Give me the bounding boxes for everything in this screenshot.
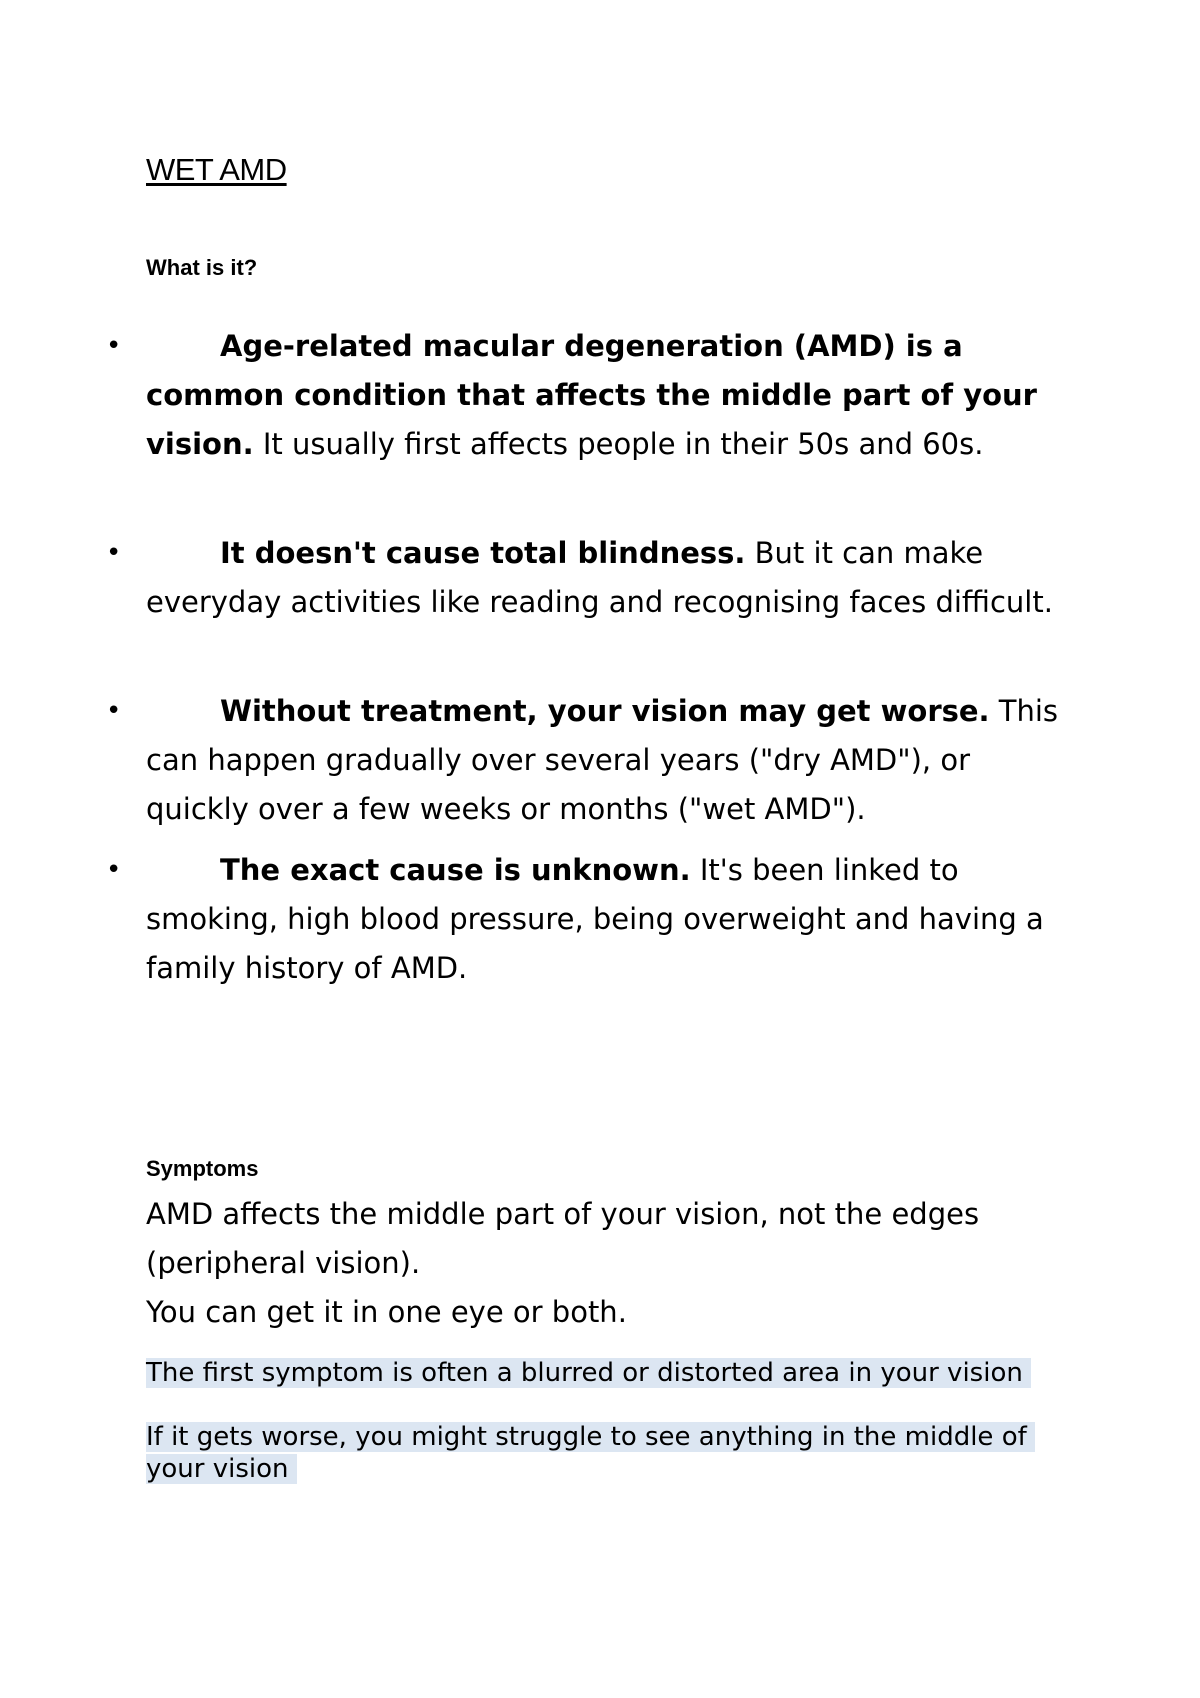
- document-title: WET AMD: [146, 152, 287, 187]
- symptoms-paragraph: AMD affects the middle part of your vision, not the edges (peripheral vision).: [146, 1197, 980, 1280]
- bullet-lead-text: The exact cause is unknown.: [220, 853, 691, 887]
- bullet-body-text: It's been linked to smoking, high blood pressure, being overweight and having a family history of AMD.: [146, 853, 1044, 985]
- bullet-icon: •: [106, 331, 122, 361]
- bullet-item: [106, 846, 1076, 993]
- bullet-icon: •: [106, 855, 122, 885]
- bullet-body-text: It usually first affects people in their 50s and 60s.: [253, 427, 984, 461]
- bullet-icon: •: [106, 538, 122, 568]
- bullet-lead-text: It doesn't cause total blindness.: [220, 536, 746, 570]
- bullet-body-text: But it can make everyday activities like reading and recognising faces difficult.: [146, 536, 1053, 619]
- bullet-item: [106, 687, 1076, 834]
- bullet-item: [106, 529, 1076, 627]
- bullet-icon: •: [106, 696, 122, 726]
- what-is-it-heading: What is it?: [146, 255, 258, 280]
- bullet-text: [146, 687, 1076, 834]
- bullet-text: [146, 846, 1076, 993]
- highlighted-line: [146, 1421, 1076, 1485]
- bullet-lead-text: Age-related macular degeneration (AMD) is a common condition that affects the middle part of your vision.: [146, 329, 1037, 461]
- bullet-text: [146, 322, 1076, 469]
- bullet-text: [146, 529, 1076, 627]
- bullet-lead-text: Without treatment, your vision may get worse.: [220, 694, 990, 728]
- highlighted-line: [146, 1357, 1076, 1389]
- symptoms-heading: Symptoms: [146, 1156, 259, 1181]
- bullet-body-text: This can happen gradually over several years ("dry AMD"), or quickly over a few weeks or months ("wet AMD").: [146, 694, 1059, 826]
- bullet-item: [106, 322, 1076, 469]
- highlighted-text: If it gets worse, you might struggle to see anything in the middle of your vision: [146, 1422, 1035, 1484]
- highlighted-text: The first symptom is often a blurred or distorted area in your vision: [146, 1358, 1031, 1388]
- symptoms-paragraph: You can get it in one eye or both.: [146, 1295, 627, 1329]
